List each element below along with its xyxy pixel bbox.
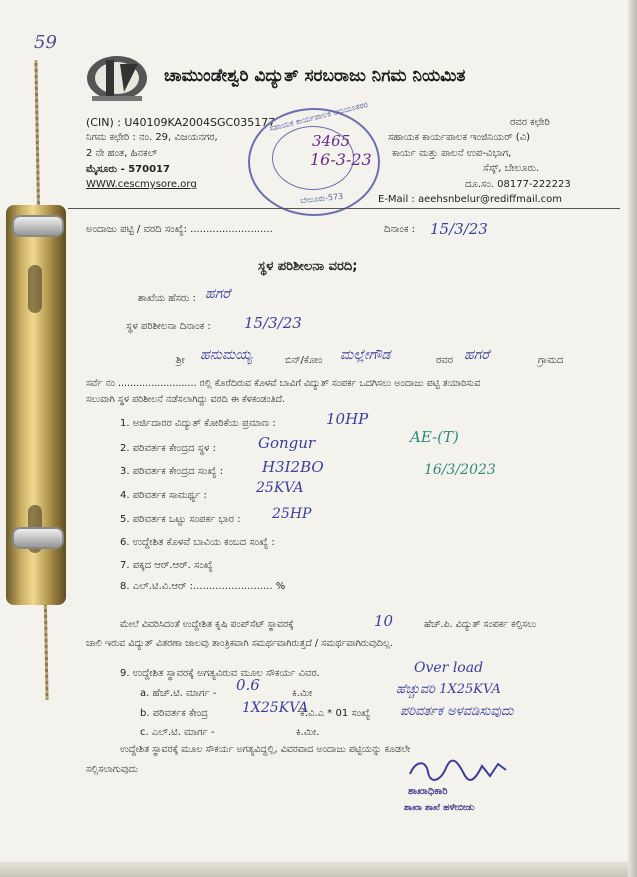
estimate-number-label: ಅಂದಾಜು ಪಟ್ಟಿ / ವರದಿ ಸಂಖ್ಯೆ: .......................... <box>86 224 273 235</box>
item-6-label: 6. ಉದ್ದೇಶಿತ ಕೊಳವೆ ಬಾವಿಯ ಕಂಬದ ಸಂಖ್ಯೆ : <box>120 537 275 548</box>
org-name: ಚಾಮುಂಡೇಶ್ವರಿ ವಿದ್ಯುತ್ ಸರಬರಾಜು ನಿಗಮ ನಿಯಮಿತ <box>164 66 466 86</box>
office-line-1: ರವರ ಕಛೇರಿ <box>510 117 550 128</box>
item-1-value: 10HP <box>326 410 369 428</box>
village-label: ರವರ <box>436 355 453 366</box>
item-5-value: 25HP <box>272 506 312 522</box>
item-4-value: 25KVA <box>256 480 304 496</box>
binder-clip-bottom <box>12 527 64 549</box>
signature <box>406 756 516 786</box>
header-divider <box>68 208 620 209</box>
applicant-name: ಹನುಮಯ್ಯ <box>200 347 253 363</box>
item-1-label: 1. ಅರ್ಜಿದಾರರ ವಿದ್ಯುತ್ ಕೋರಿಕೆಯ ಪ್ರಮಾಣ : <box>120 418 276 429</box>
ae-note-title: AE-(T) <box>410 428 459 446</box>
infra-a-value: 0.6 <box>236 676 260 694</box>
date-label: ದಿನಾಂಕ : <box>384 224 416 235</box>
item-4-label: 4. ಪರಿವರ್ತಕ ಸಾಮರ್ಥ್ಯ : <box>120 490 207 501</box>
father-label: ಬಿನ್/ಕೋಂ <box>285 355 323 366</box>
binder-slot-top <box>28 265 42 313</box>
stamp-ring-text: ಸಹಾಯಕ ಕಾರ್ಯಪಾಲಕ ಅಭಿಯಂತರರ <box>268 99 369 134</box>
infra-b-unit: ಕೆ.ವಿ.ಎ * 01 ಸಂಖ್ಯೆ <box>300 708 371 719</box>
village-suffix: ಗ್ರಾಮದ <box>538 355 564 366</box>
signature-stamp-line-1: ಶಾಖಾಧಿಕಾರಿ <box>408 786 448 797</box>
infra-c-label: c. ಎಲ್.ಟಿ. ಮಾರ್ಗ - <box>140 727 215 738</box>
closing-line-2: ಸಲ್ಲಿಸಲಾಗುವುದು <box>86 764 138 775</box>
website: WWW.cescmysore.org <box>86 179 197 190</box>
item-8-label: 8. ಎಲ್.ಟಿ.ವಿ.ಆರ್ :......................... % <box>120 581 286 592</box>
village-name: ಹಗರೆ <box>464 347 490 363</box>
father-name: ಮಲ್ಲೇಗೌಡ <box>340 347 391 363</box>
stacked-pages-edge <box>628 0 637 877</box>
cin-number: (CIN) : U40109KA2004SGC035177 <box>86 116 276 129</box>
infra-b-label: b. ಪರಿವರ್ತಕ ಕೇಂದ್ರ <box>140 708 209 719</box>
item-3-value: H3I2BO <box>262 458 324 476</box>
page-bottom-edge <box>0 862 628 877</box>
side-note-line-3: ಪರಿವರ್ತಕ ಅಳವಡಿಸುವುದು <box>400 704 514 719</box>
capacity-value: 10 <box>374 612 394 630</box>
stamp-number: 3465 <box>312 132 351 150</box>
address-line-1: ನಿಗಮ ಕಛೇರಿ : ನಂ. 29, ವಿಜಯನಗರ, <box>86 132 218 143</box>
infra-b-value: 1X25KVA <box>242 700 309 716</box>
closing-line-1: ಉದ್ದೇಶಿತ ಸ್ಥಾವರಕ್ಕೆ ಮೂಲ ಸೌಕರ್ಯ ಅಗತ್ಯವಿದ್ದಲ್ಲಿ, ವಿವರವಾದ ಅಂದಾಜು ಪಟ್ಟಿಯನ್ನು ಕೂಡಲೇ <box>120 744 411 755</box>
item-3-label: 3. ಪರಿವರ್ತಕ ಕೇಂದ್ರದ ಸಂಖ್ಯೆ : <box>120 466 224 477</box>
capacity-line-1b: ಹೆಚ್.ಪಿ. ವಿದ್ಯುತ್ ಸಂಪರ್ಕ ಕಲ್ಪಿಸಲು <box>424 619 537 630</box>
date-value: 15/3/23 <box>430 220 488 238</box>
capacity-line-1a: ಮೇಲೆ ವಿವರಿಸಿದಂತೆ ಉದ್ದೇಶಿತ ಕೃಷಿ ಪಂಪ್‌ಸೆಟ್ ಸ್ಥಾವರಕ್ಕೆ <box>120 619 294 630</box>
office-line-3: ಕಾರ್ಯ ಮತ್ತು ಪಾಲನೆ ಉಪ-ವಿಭಾಗ, <box>392 148 512 159</box>
cesc-logo <box>82 52 152 104</box>
side-note-line-2: ಹೆಚ್ಚುವರಿ 1X25KVA <box>396 682 501 697</box>
phone-number: ದೂ.ಸಂ. 08177-222223 <box>465 179 571 190</box>
item-2-label: 2. ಪರಿವರ್ತಕ ಕೇಂದ್ರದ ಸ್ಥಳ : <box>120 443 217 454</box>
item-2-value: Gongur <box>258 434 316 452</box>
item-7-label: 7. ಪಕ್ಕದ ಆರ್.ಆರ್. ಸಂಖ್ಯೆ <box>120 560 213 571</box>
infra-label: 9. ಉದ್ದೇಶಿತ ಸ್ಥಾವರಕ್ಕೆ ಅಗತ್ಯವಿರುವ ಮೂಲ ಸೌಕರ್ಯ ವಿವರ. <box>120 668 320 679</box>
branch-label: ಶಾಖೆಯ ಹೆಸರು : <box>138 293 196 304</box>
report-title: ಸ್ಥಳ ಪರಿಶೀಲನಾ ವರದಿ; <box>258 259 358 274</box>
stamp-ring-bottom: ಬೇಲೂರು-573 <box>299 191 344 206</box>
inspection-date-label: ಸ್ಥಳ ಪರಿಶೀಲನಾ ದಿನಾಂಕ : <box>126 321 211 332</box>
address-line-2: 2 ನೇ ಹಂತ, ಹಿನಕಲ್ <box>86 148 158 159</box>
ae-note-date: 16/3/2023 <box>424 462 496 478</box>
survey-line: ಸರ್ವೆ ನಂ .......................... ರಲ್ಲಿ ಕೊರೆದಿರುವ ಕೊಳವೆ ಬಾವಿಗೆ ವಿದ್ಯುತ್ ಸಂಪರ್ಕ ಒದಗಿಸಲು ಅಂದಾಜು ಪಟ್ಟಿ ತಯಾರಿಸುವ <box>86 378 481 389</box>
signature-stamp-line-2: ಶಾಖಾ ಶಾಖೆ ಹಳೇಬೀಡು <box>404 803 475 813</box>
inspection-date-value: 15/3/23 <box>244 314 302 332</box>
binder-clip-top <box>12 215 64 237</box>
margin-note: 59 <box>34 32 57 53</box>
capacity-line-2: ಚಾಲಿ ಇರುವ ವಿದ್ಯುತ್ ವಿತರಣಾ ಜಾಲವು ತಾಂತ್ರಿಕವಾಗಿ ಸಮರ್ಥವಾಗಿರುತ್ತದೆ / ಸಮರ್ಥವಾಗಿರುವುದಿಲ್ಲ. <box>86 638 394 649</box>
office-line-2: ಸಹಾಯಕ ಕಾರ್ಯಪಾಲಕ ಇಂಜಿನಿಯರ್ (ವಿ) <box>388 132 531 143</box>
office-line-4: ಸೆಸ್ಕ್, ಬೇಲೂರು. <box>483 163 540 174</box>
email-address: E-Mail : aeehsnbelur@rediffmail.com <box>378 194 563 205</box>
item-5-label: 5. ಪರಿವರ್ತಕ ಒಟ್ಟು ಸಂಪರ್ಕ ಭಾರ : <box>120 514 241 525</box>
infra-a-label: a. ಹೆಚ್.ಟಿ. ಮಾರ್ಗ - <box>140 688 217 699</box>
infra-c-unit: ಕಿ.ಮೀ. <box>296 727 320 738</box>
infra-a-unit: ಕಿ.ಮೀ <box>292 688 313 699</box>
side-note-line-1: Over load <box>414 660 484 676</box>
branch-value: ಹಗರೆ <box>205 286 231 302</box>
applicant-prefix: ಶ್ರೀ <box>176 355 185 366</box>
stamp-date: 16-3-23 <box>310 150 372 169</box>
address-line-3: ಮೈಸೂರು - 570017 <box>86 164 170 175</box>
survey-line-2: ಸಲುವಾಗಿ ಸ್ಥಳ ಪರಿಶೀಲನೆ ನಡೆಸಲಾಗಿದ್ದು ವರದಿ ಈ ಕೆಳಕಂಡಂತಿದೆ. <box>86 394 286 405</box>
